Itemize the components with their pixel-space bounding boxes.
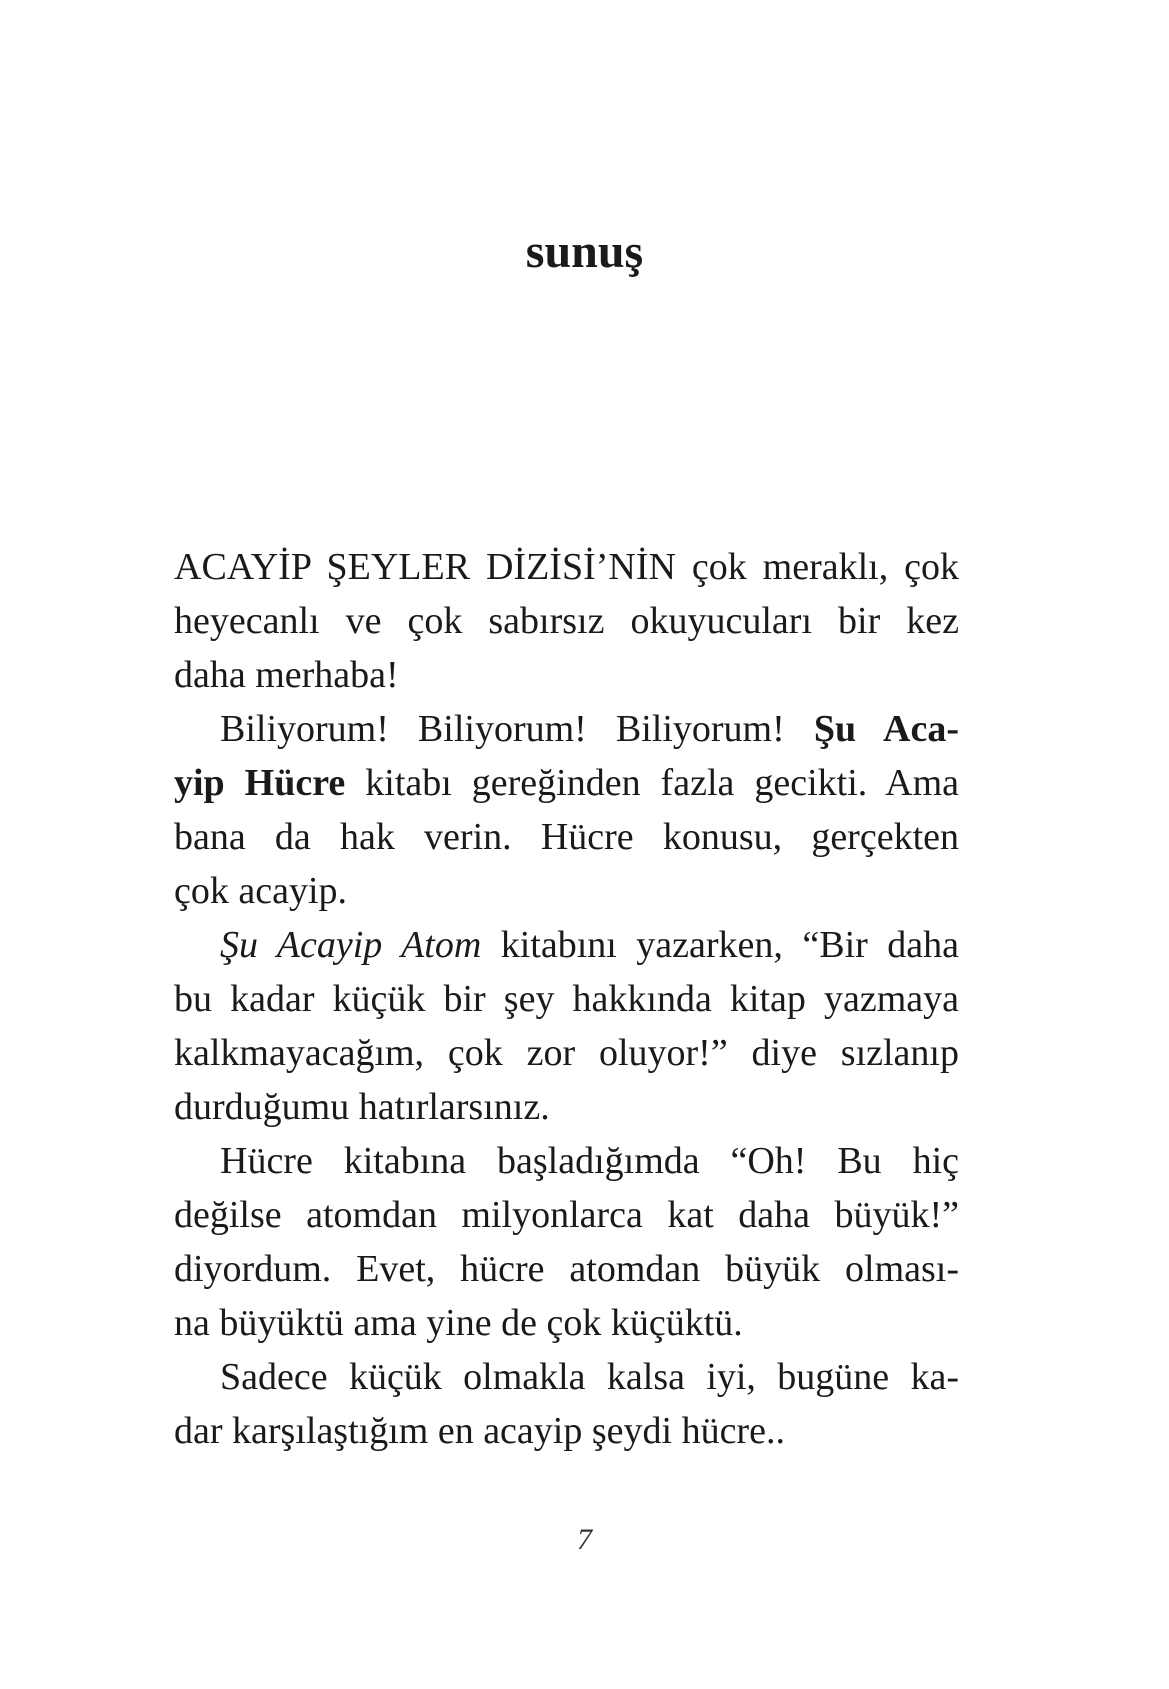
paragraph-1 — [174, 540, 959, 702]
paragraph-4 — [174, 1134, 959, 1350]
text-line: ACAYİP ŞEYLER DİZİSİ’NİN çok meraklı, çok — [174, 546, 959, 588]
text-line: dar karşılaştığım en acayip şeydi hücre.. — [174, 1410, 785, 1452]
book-title-bold: Şu Aca- — [813, 708, 959, 750]
text-line: Sadece küçük olmakla kalsa iyi, bugüne ka- — [220, 1356, 959, 1398]
book-title-bold: yip Hücre — [174, 762, 346, 804]
text-line: çok acayip. — [174, 870, 348, 912]
text-line: yip Hücre kitabı gereğinden fazla gecikti. Ama — [174, 762, 959, 804]
text-line: Biliyorum! Biliyorum! Biliyorum! Şu Aca- — [220, 708, 959, 750]
paragraph-5 — [174, 1350, 959, 1458]
text-line: na büyüktü ama yine de çok küçüktü. — [174, 1302, 743, 1344]
book-title-italic: Şu Acayip Atom — [220, 924, 482, 966]
chapter-title: sunuş — [525, 225, 644, 278]
text-line: daha merhaba! — [174, 654, 399, 696]
text-line: kalkmayacağım, çok zor oluyor!” diye sızlanıp — [174, 1032, 959, 1074]
body-text — [174, 540, 959, 1458]
text-line: heyecanlı ve çok sabırsız okuyucuları bir kez — [174, 600, 959, 642]
text-line: bu kadar küçük bir şey hakkında kitap yazmaya — [174, 978, 959, 1020]
text-line: bana da hak verin. Hücre konusu, gerçekten — [174, 816, 959, 858]
text-line: Şu Acayip Atom kitabını yazarken, “Bir daha — [220, 924, 960, 966]
text-line: değilse atomdan milyonlarca kat daha büyük!” — [174, 1194, 959, 1236]
paragraph-3 — [174, 918, 959, 1134]
paragraph-2 — [174, 702, 959, 918]
text-line: durduğumu hatırlarsınız. — [174, 1086, 550, 1128]
text-line: Hücre kitabına başladığımda “Oh! Bu hiç — [220, 1140, 959, 1182]
text-line: diyordum. Evet, hücre atomdan büyük olması- — [174, 1248, 959, 1290]
page-number: 7 — [577, 1523, 592, 1556]
